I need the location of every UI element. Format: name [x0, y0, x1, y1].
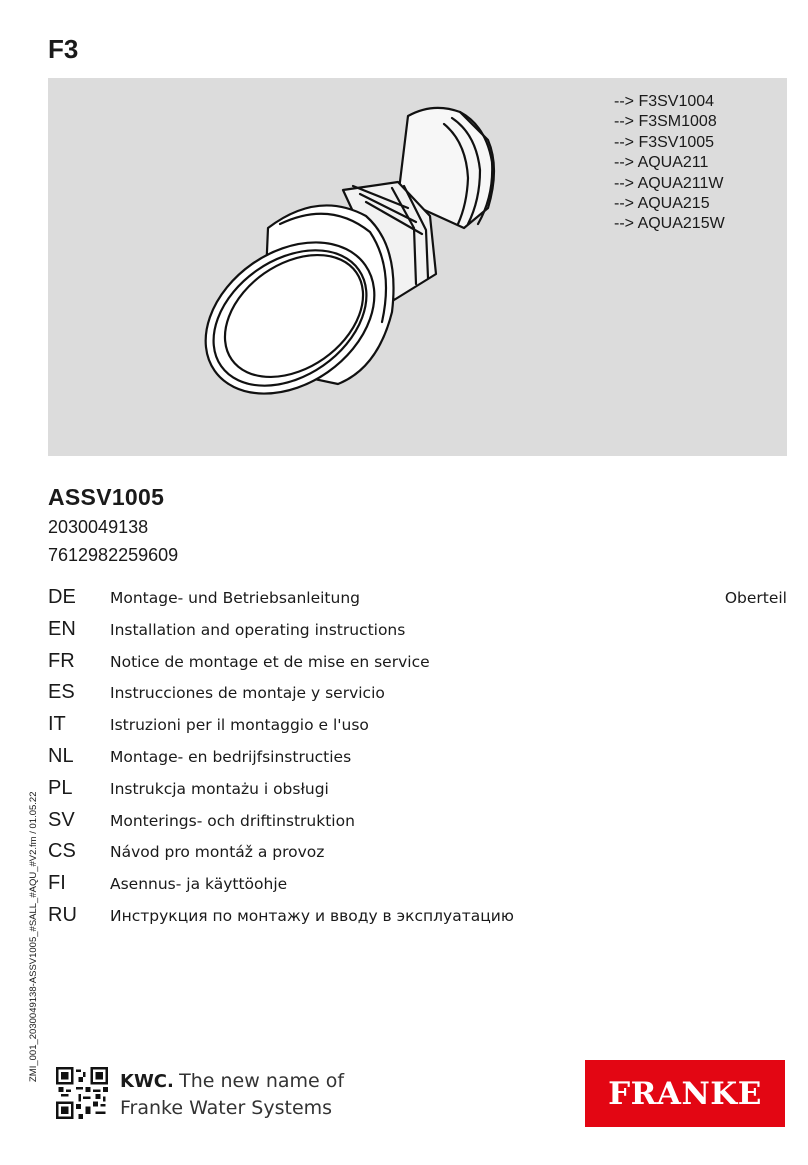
language-row	[48, 872, 787, 904]
article-number: 2030049138	[48, 517, 149, 537]
language-title: Asennus- ja käyttöohje	[110, 875, 288, 894]
kwc-tagline-line2: Franke Water Systems	[120, 1097, 333, 1119]
ean-number: 7612982259609	[48, 545, 179, 565]
language-code: RU	[48, 903, 77, 926]
language-title: Montage- en bedrijfsinstructies	[110, 747, 352, 766]
kwc-logo: KWC.	[120, 1071, 174, 1092]
product-identification	[48, 484, 178, 567]
language-row	[48, 904, 787, 936]
compatible-model: --> F3SM1008	[614, 113, 717, 131]
language-title: Návod pro montáž a provoz	[110, 843, 325, 862]
compatible-models-list	[614, 92, 725, 235]
compatible-model: --> AQUA211	[614, 154, 709, 172]
language-code: FI	[48, 872, 66, 895]
language-code: ES	[48, 681, 75, 704]
page-title: F3	[48, 34, 79, 64]
kwc-tagline-line1: The new name of	[179, 1070, 345, 1092]
language-code: DE	[48, 586, 76, 608]
product-illustration-panel	[48, 78, 787, 456]
language-title: Notice de montage et de mise en service	[110, 652, 430, 671]
compatible-model: --> F3SV1004	[614, 93, 715, 110]
qr-code-icon	[56, 1067, 108, 1119]
language-row	[48, 777, 787, 809]
language-code: IT	[48, 713, 66, 736]
language-title: Instrucciones de montaje y servicio	[110, 684, 385, 703]
language-row	[48, 650, 787, 682]
language-code: NL	[48, 744, 74, 767]
language-row	[48, 840, 787, 872]
franke-logo-text: FRANKE	[608, 1076, 762, 1112]
language-title: Montage- und Betriebsanleitung	[110, 589, 360, 607]
language-code: PL	[48, 776, 73, 799]
part-name: Oberteil	[724, 589, 787, 607]
compatible-model: --> AQUA215W	[614, 215, 725, 233]
language-title: Istruzioni per il montaggio e l'uso	[110, 716, 369, 735]
language-row	[48, 618, 787, 650]
language-row	[48, 713, 787, 745]
language-title: Инструкция по монтажу и вводу в эксплуатацию	[110, 906, 514, 925]
language-row	[48, 681, 787, 713]
language-code: EN	[48, 617, 76, 640]
language-code: CS	[48, 840, 76, 863]
language-code: FR	[48, 649, 75, 672]
language-code: SV	[48, 808, 75, 831]
document-reference: ZMI_001_2030049138-ASSV1005_#SALL_#AQU_#V2.fm / 01.05.22	[28, 791, 39, 1082]
kwc-notice	[120, 1068, 344, 1121]
language-title: Monterings- och driftinstruktion	[110, 811, 355, 830]
language-list	[48, 586, 787, 936]
language-row	[48, 745, 787, 777]
language-row	[48, 586, 787, 618]
compatible-model: --> AQUA215	[614, 195, 710, 213]
language-title: Instrukcja montażu i obsługi	[110, 779, 329, 798]
compatible-model: --> AQUA211W	[614, 174, 724, 192]
language-title: Installation and operating instructions	[110, 620, 406, 639]
product-code: ASSV1005	[48, 484, 165, 510]
language-row	[48, 809, 787, 841]
compatible-model: --> F3SV1005	[614, 133, 715, 151]
franke-logo	[585, 1060, 785, 1127]
